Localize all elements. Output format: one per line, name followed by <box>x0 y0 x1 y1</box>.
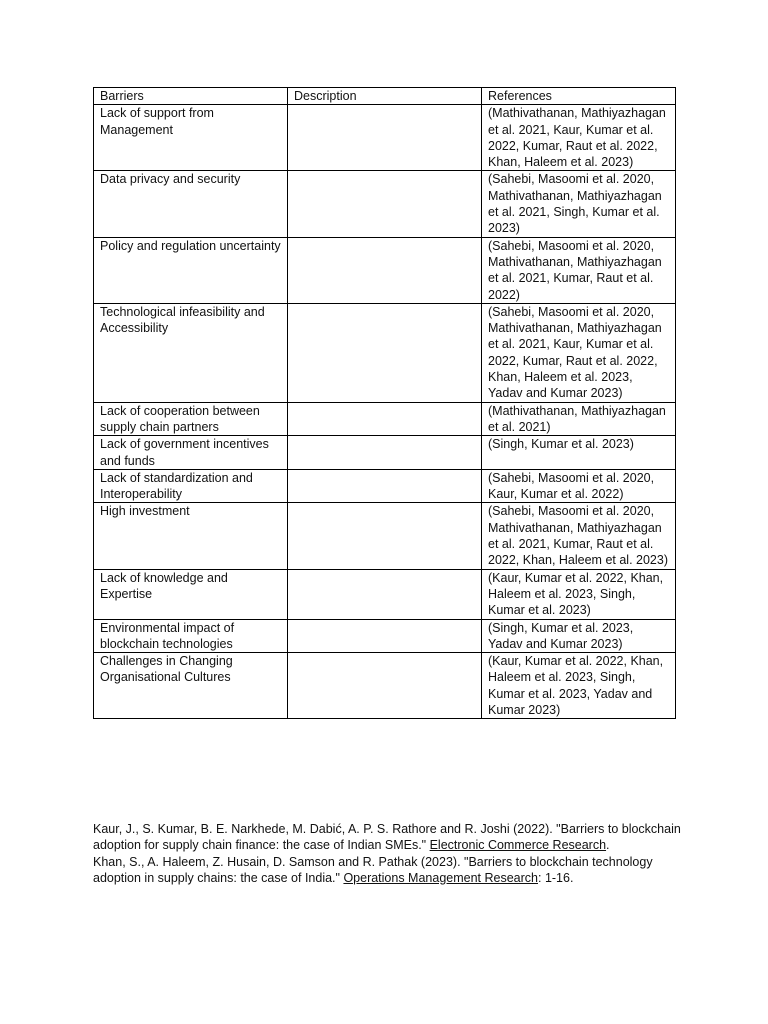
barrier-cell: Lack of knowledge and Expertise <box>94 569 288 619</box>
barrier-cell: Challenges in Changing Organisational Cultures <box>94 653 288 719</box>
header-references: References <box>482 88 676 105</box>
description-cell <box>288 303 482 402</box>
reference-text: Kaur, J., S. Kumar, B. E. Narkhede, M. Dabić, A. P. S. Rathore and R. Joshi (2022). "Barriers to blockchain adoption for supply chain finance: the case of Indian SMEs." <box>93 822 681 853</box>
table-row <box>94 105 676 171</box>
reference-source: Operations Management Research <box>343 870 538 885</box>
references-cell: (Singh, Kumar et al. 2023, Yadav and Kumar 2023) <box>482 619 676 653</box>
table-header-row <box>94 88 676 105</box>
barrier-cell: Technological infeasibility and Accessibility <box>94 303 288 402</box>
description-cell <box>288 237 482 303</box>
barrier-cell: Data privacy and security <box>94 171 288 237</box>
barriers-table <box>93 87 676 719</box>
references-cell: (Sahebi, Masoomi et al. 2020, Mathivathanan, Mathiyazhagan et al. 2021, Kumar, Raut et al. 2022, Khan, Haleem et al. 2023) <box>482 503 676 569</box>
description-cell <box>288 469 482 503</box>
reference-text: Khan, S., A. Haleem, Z. Husain, D. Samson and R. Pathak (2023). "Barriers to blockchain technology adoption in supply chains: the case of India." <box>93 854 653 885</box>
header-description: Description <box>288 88 482 105</box>
references-cell: (Mathivathanan, Mathiyazhagan et al. 2021) <box>482 402 676 436</box>
barrier-cell: Lack of government incentives and funds <box>94 436 288 470</box>
bibliography <box>93 821 683 886</box>
table-row <box>94 303 676 402</box>
barrier-cell: Lack of support from Management <box>94 105 288 171</box>
references-cell: (Mathivathanan, Mathiyazhagan et al. 2021, Kaur, Kumar et al. 2022, Kumar, Raut et al. 2022, Khan, Haleem et al. 2023) <box>482 105 676 171</box>
description-cell <box>288 171 482 237</box>
barrier-cell: Policy and regulation uncertainty <box>94 237 288 303</box>
description-cell <box>288 619 482 653</box>
barrier-cell: Lack of standardization and Interoperability <box>94 469 288 503</box>
table-row <box>94 436 676 470</box>
table-row <box>94 171 676 237</box>
table-row <box>94 653 676 719</box>
barrier-cell: Lack of cooperation between supply chain partners <box>94 402 288 436</box>
description-cell <box>288 503 482 569</box>
bibliography-entry <box>93 821 683 854</box>
barrier-cell: Environmental impact of blockchain technologies <box>94 619 288 653</box>
description-cell <box>288 105 482 171</box>
table-row <box>94 469 676 503</box>
table-row <box>94 237 676 303</box>
references-cell: (Sahebi, Masoomi et al. 2020, Mathivathanan, Mathiyazhagan et al. 2021, Kumar, Raut et al. 2022) <box>482 237 676 303</box>
description-cell <box>288 569 482 619</box>
description-cell <box>288 402 482 436</box>
bibliography-entry <box>93 854 683 887</box>
references-cell: (Kaur, Kumar et al. 2022, Khan, Haleem et al. 2023, Singh, Kumar et al. 2023) <box>482 569 676 619</box>
reference-tail: : 1-16. <box>538 870 574 885</box>
references-cell: (Sahebi, Masoomi et al. 2020, Mathivathanan, Mathiyazhagan et al. 2021, Kaur, Kumar et al. 2022, Kumar, Raut et al. 2022, Khan, Haleem et al. 2023, Yadav and Kumar 2023) <box>482 303 676 402</box>
references-cell: (Sahebi, Masoomi et al. 2020, Mathivathanan, Mathiyazhagan et al. 2021, Singh, Kumar et al. 2023) <box>482 171 676 237</box>
reference-source: Electronic Commerce Research <box>429 838 607 853</box>
table-row <box>94 619 676 653</box>
barrier-cell: High investment <box>94 503 288 569</box>
table-row <box>94 503 676 569</box>
table-row <box>94 569 676 619</box>
references-cell: (Singh, Kumar et al. 2023) <box>482 436 676 470</box>
table-row <box>94 402 676 436</box>
description-cell <box>288 653 482 719</box>
references-cell: (Kaur, Kumar et al. 2022, Khan, Haleem et al. 2023, Singh, Kumar et al. 2023, Yadav and Kumar 2023) <box>482 653 676 719</box>
header-barriers: Barriers <box>94 88 288 105</box>
reference-tail: . <box>606 838 610 853</box>
description-cell <box>288 436 482 470</box>
references-cell: (Sahebi, Masoomi et al. 2020, Kaur, Kumar et al. 2022) <box>482 469 676 503</box>
